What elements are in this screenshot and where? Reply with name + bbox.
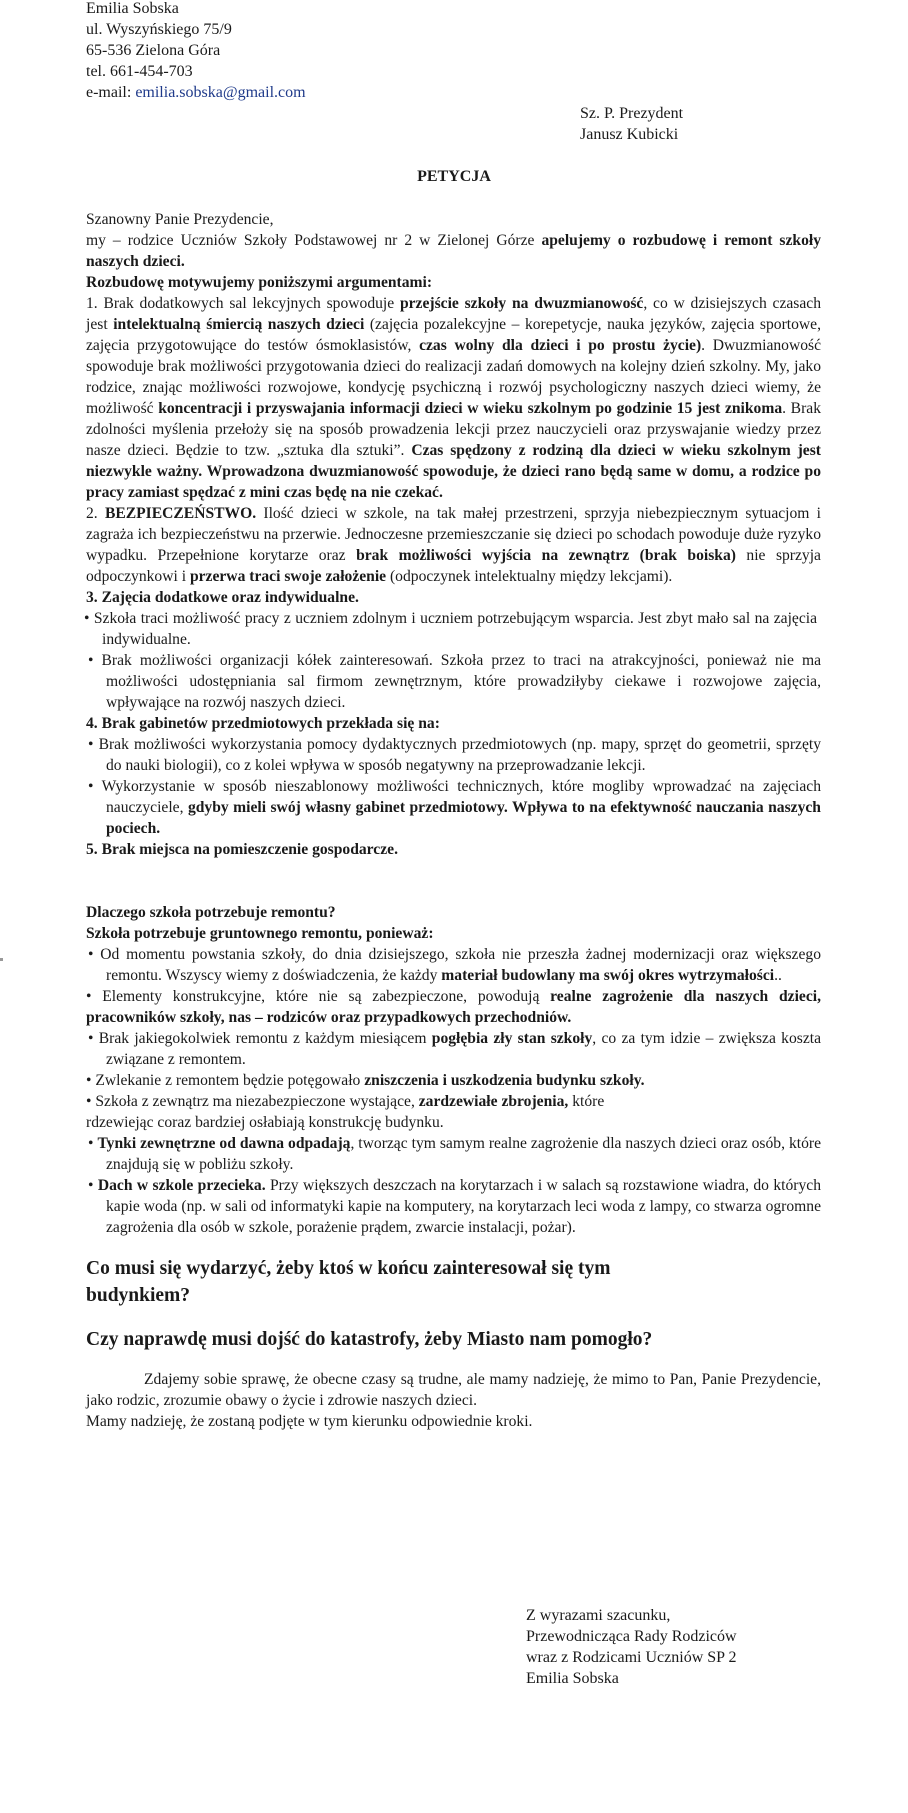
signature-line1: Z wyrazami szacunku, (526, 1607, 671, 1624)
arg4-bullet2-text: • Wykorzystanie w sposób nieszablonowy możliwości technicznych, które mogliby wprowadzać na zajęciach nauczyciele, (88, 778, 821, 816)
arg1-bold: czas wolny dla dzieci i po prostu życie) (419, 337, 702, 354)
arg1-text: (zajęcia pozalekcyjne – korepetycje, nauka języków, zajęcia sportowe, zajęcia przygotowujące do testów ósmoklasistów, (86, 316, 821, 354)
arg5-text: 5. Brak miejsca na pomieszczenie gospodarcze. (86, 841, 398, 858)
document-title: PETYCJA (417, 168, 491, 185)
renovation-bullet-4 (86, 1070, 821, 1091)
arg2-text: 2. (86, 505, 105, 522)
renovation-heading (86, 923, 821, 944)
intro-paragraph (86, 230, 821, 272)
ren-b5-bold: zardzewiałe zbrojenia, (418, 1093, 569, 1110)
greeting: Szanowny Panie Prezydencie, (86, 211, 274, 228)
renovation-bullet-5 (86, 1091, 821, 1112)
ren-b6-bold: Tynki zewnętrzne od dawna odpadają (97, 1135, 351, 1152)
recipient-address (580, 103, 683, 145)
renovation-question (86, 902, 821, 923)
recipient-line1: Sz. P. Prezydent (580, 105, 684, 122)
arg2-bold: brak możliwości wyjścia na zewnątrz (brak boiska) (356, 547, 736, 564)
ren-b2-text: • Elementy konstrukcyjne, które nie są zabezpieczone, powodują (86, 988, 551, 1005)
recipient-line2: Janusz Kubicki (580, 126, 679, 143)
arg1-bold: przejście szkoły na dwuzmianowość (399, 295, 644, 312)
ren-b7-text: Przy większych deszczach na korytarzach i w salach są rozstawione wiadra, do których kapie woda (np. w sali od informatyki kapie na komputery, na korytarzach leci woda z lampy, co stwarza ogromne zagrożenia dla osób w szkole, porażenie prądem, zwarcie instalacji, pożar). (106, 1177, 821, 1236)
argument-3-heading (86, 587, 821, 608)
arg1-bold: Czas spędzony z rodziną dla dzieci w wieku szkolnym jest niezwykle ważny. Wprowadzona dwuzmianowość spowoduje, że dzieci rano będą same w domu, a rodzice po pracy zamiast spędzać z mini czas będę na nie czekać. (86, 442, 821, 501)
renovation-bullet-3 (86, 1028, 821, 1070)
argument-4-bullet-2 (86, 776, 821, 839)
argument-4-bullet-1: • Brak możliwości wykorzystania pomocy dydaktycznych przedmiotowych (np. mapy, sprzęt do geometrii, sprzęty do nauki biologii), co z kolei wpływa w sposób negatywny na przeprowadzanie lekcji. (88, 736, 821, 774)
sender-email-label: e-mail: (86, 84, 132, 101)
renovation-bullet-6 (86, 1133, 821, 1175)
sender-city: 65-536 Zielona Góra (86, 42, 221, 59)
arg2-text: (odpoczynek intelektualny między lekcjami). (386, 568, 673, 585)
question-2: Czy naprawdę musi dojść do katastrofy, żeby Miasto nam pomogło? (86, 1329, 653, 1350)
sender-email-link[interactable]: emilia.sobska@gmail.com (135, 84, 306, 101)
arg2-bold: przerwa traci swoje założenie (189, 568, 387, 585)
arg2-text: Ilość dzieci w szkole, na tak małej przestrzeni, sprzyja niebezpiecznym sytuacjom i zagraża ich bezpieczeństwu na przerwie. Jednoczesne przemieszczanie się dzieci po schodach powoduje duże ryzyko wypadku. Przepełnione korytarze oraz (86, 505, 821, 564)
ren-b5-text: • Szkoła z zewnątrz ma niezabezpieczone wystające, (86, 1093, 419, 1110)
arg1-bold: intelektualną śmiercią naszych dzieci (113, 316, 365, 333)
ren-b6-text: • (88, 1135, 98, 1152)
arg4-heading-text: 4. Brak gabinetów przedmiotowych przekłada się na: (86, 715, 440, 732)
arg3-heading-text: 3. Zajęcia dodatkowe oraz indywidualne. (86, 589, 359, 606)
ren-b5-text: które (568, 1093, 605, 1110)
edge-mark (0, 958, 3, 961)
signature-line4: Emilia Sobska (526, 1670, 619, 1687)
question-1: Co musi się wydarzyć, żeby ktoś w końcu zainteresował się tym budynkiem? (86, 1258, 611, 1306)
letter-body (86, 209, 821, 1432)
argument-2 (86, 503, 821, 587)
ren-b1-text: • Od momentu powstania szkoły, do dnia dzisiejszego, szkoła nie przeszła żadnej modernizacji oraz większego remontu. Wszyscy wiemy z doświadczenia, że każdy (88, 946, 821, 984)
ren-b3-text: • Brak jakiegokolwiek remontu z każdym miesiącem (88, 1030, 432, 1047)
sender-address (86, 0, 306, 103)
arg1-text: 1. Brak dodatkowych sal lekcyjnych spowoduje (86, 295, 400, 312)
argument-1 (86, 293, 821, 503)
intro-bold: apelujemy o rozbudowę i remont szkoły naszych dzieci. (86, 232, 821, 270)
sender-street: ul. Wyszyńskiego 75/9 (86, 21, 232, 38)
arguments-heading (86, 272, 821, 293)
renovation-bullet-5-cont: rdzewiejąc coraz bardziej osłabiają konstrukcję budynku. (86, 1114, 444, 1131)
ren-b2-bold: realne zagrożenie dla naszych dzieci, pracowników szkoły, nas – rodziców oraz przypadkowych przechodniów. (86, 988, 821, 1026)
renovation-bullet-2 (86, 986, 821, 1028)
renovation-heading-text: Szkoła potrzebuje gruntownego remontu, ponieważ: (86, 925, 434, 942)
sender-name: Emilia Sobska (86, 0, 179, 17)
ren-b1-text: .. (774, 967, 782, 984)
ren-b3-text: , co za tym idzie – zwiększa koszta związane z remontem. (106, 1030, 822, 1068)
arguments-heading-text: Rozbudowę motywujemy poniższymi argumentami: (86, 274, 433, 291)
arg1-text: . Brak zdolności myślenia przełoży się na sposób prowadzenia lekcji przez nauczycieli oraz przyswajanie wiedzy przez nasze dzieci. Będzie to tzw. „sztuka dla sztuki”. (86, 400, 821, 459)
ren-b4-bold: zniszczenia i uszkodzenia budynku szkoły. (364, 1072, 645, 1089)
renovation-bullet-7 (86, 1175, 821, 1238)
ren-b1-bold: materiał budowlany ma swój okres wytrzymałości (441, 967, 775, 984)
closing-paragraph: Zdajemy sobie sprawę, że obecne czasy są trudne, ale mamy nadzieję, że mimo to Pan, Panie Prezydencie, jako rodzic, zrozumie obawy o życie i zdrowie naszych dzieci. (86, 1371, 821, 1409)
argument-4-heading (86, 713, 821, 734)
ren-b7-bold: Dach w szkole przecieka. (97, 1177, 266, 1194)
signature-line3: wraz z Rodzicami Uczniów SP 2 (526, 1649, 737, 1666)
arg1-text: . Dwuzmianowość spowoduje brak możliwości przygotowania dzieci do realizacji zadań domowych na kolejny dzień szkolny. My, jako rodzice, znając możliwości rozwojowe, kondycję psychiczną i rozwój psychologiczny naszych dzieci wiemy, że możliwość (86, 337, 822, 417)
argument-3-bullet-2: • Brak możliwości organizacji kółek zainteresowań. Szkoła przez to traci na atrakcyjności, ponieważ nie ma możliwości udostępniania sal firmom zewnętrznym, które prowadziłyby ciekawe i rozwojowe zajęcia, wpływające na rozwój naszych dzieci. (88, 652, 821, 711)
arg2-bold: BEZPIECZEŃSTWO. (104, 505, 257, 522)
ren-b6-text: , tworząc tym samym realne zagrożenie dla naszych dzieci oraz osób, które znajdują się w pobliżu szkoły. (106, 1135, 821, 1173)
signature-block (526, 1605, 737, 1689)
argument-5 (86, 839, 821, 860)
argument-3-bullet-1: • Szkoła traci możliwość pracy z uczniem zdolnym i uczniem potrzebującym wsparcia. Jest zbyt mało sal na zajęcia indywidualne. (84, 610, 817, 648)
closing-hope: Mamy nadzieję, że zostaną podjęte w tym kierunku odpowiednie kroki. (86, 1413, 533, 1430)
signature-line2: Przewodnicząca Rady Rodziców (526, 1628, 737, 1645)
spacer (86, 860, 821, 902)
renovation-question-text: Dlaczego szkoła potrzebuje remontu? (86, 904, 336, 921)
arg4-bullet2-bold: gdyby mieli swój własny gabinet przedmiotowy. Wpływa to na efektywność nauczania naszych pociech. (106, 799, 821, 837)
arg1-text: , co w dzisiejszych czasach jest (86, 295, 821, 333)
arg2-text: nie sprzyja odpoczynkowi i (86, 547, 821, 585)
ren-b7-text: • (88, 1177, 98, 1194)
renovation-bullet-1 (86, 944, 821, 986)
ren-b4-text: • Zwlekanie z remontem będzie potęgowało (86, 1072, 365, 1089)
arg1-bold: koncentracji i przyswajania informacji dzieci w wieku szkolnym po godzinie 15 jest znikoma (158, 400, 783, 417)
intro-text: my – rodzice Uczniów Szkoły Podstawowej nr 2 w Zielonej Górze (86, 232, 542, 249)
sender-phone: tel. 661-454-703 (86, 63, 193, 80)
ren-b3-bold: pogłębia zły stan szkoły (431, 1030, 593, 1047)
sender-email-line (86, 82, 306, 103)
